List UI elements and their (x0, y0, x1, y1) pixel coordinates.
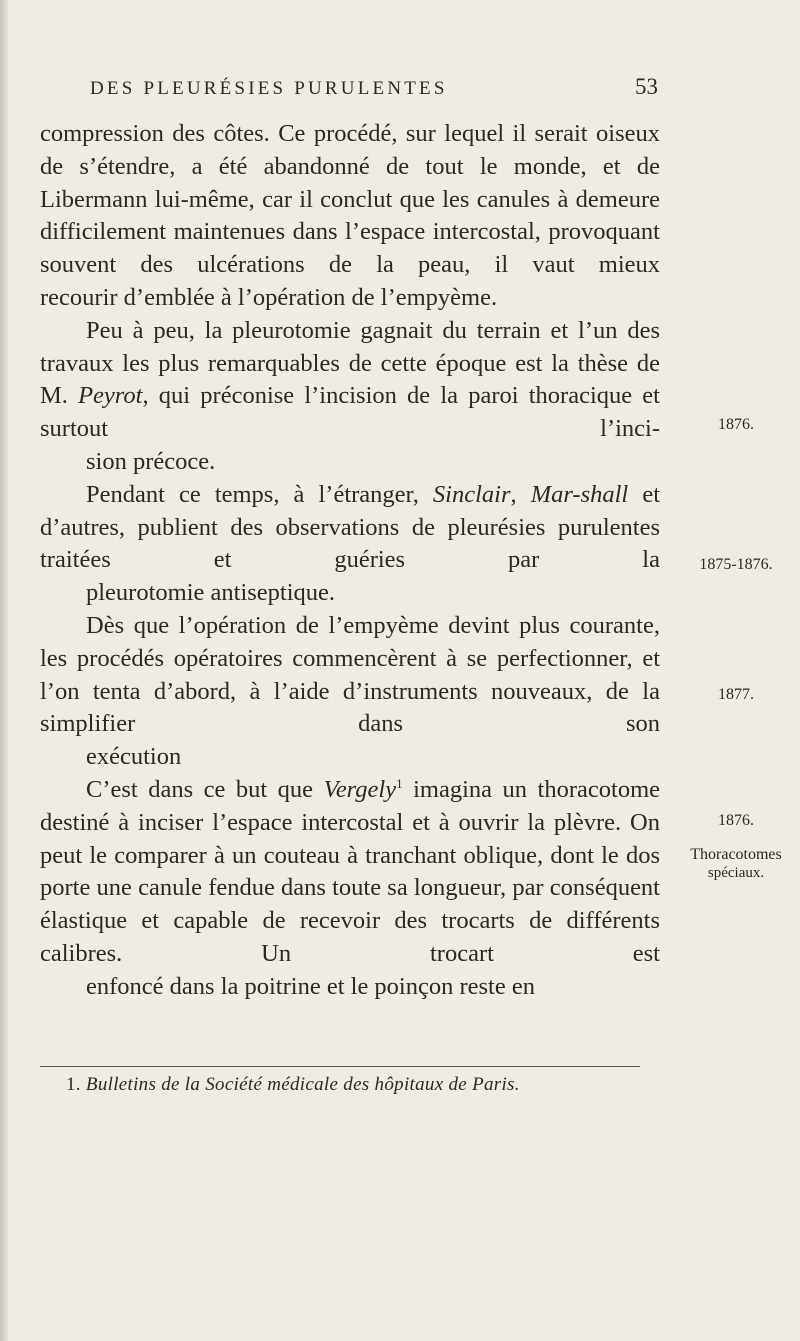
paragraph-2-text: Peu à peu, la pleurotomie gagnait du terrain et l’un des travaux les plus remarquables de cette époque est la thèse de M. Peyrot, qui préconise l’incision de la paroi thoracique et surtout l’inci- (40, 316, 660, 443)
paragraph-2-last-line: sion précoce. (86, 447, 216, 475)
margin-note-year: 1875-1876. (699, 556, 773, 573)
margin-note-topic-sub: spéciaux. (707, 865, 765, 881)
paragraph-3-text: Pendant ce temps, à l’étranger, Sinclair, Mar-shall et d’autres, publient des observations de pleurésies purulentes traitées et guéries par la (40, 480, 661, 574)
margin-note-topic (676, 846, 796, 882)
running-title: DES PLEURÉSIES PURULENTES (90, 78, 448, 99)
footnote-reference[interactable]: 1 (396, 775, 403, 791)
binding-edge (0, 0, 8, 1341)
paragraph-5-text-after: imagina un thoracotome destiné à inciser l’espace intercostal et à ouvrir la plèvre. On peut le comparer à un couteau à tranchant oblique, dont le dos porte une canule fendue dans toute sa longueur, par conséquent élastique et capable de recevoir des trocarts de différents calibres. Un trocart est (40, 775, 660, 967)
author-name: Mar- (530, 480, 581, 508)
margin-note-year: 1876. (718, 812, 754, 829)
author-name: shall (580, 480, 629, 508)
author-name: Peyrot (78, 382, 143, 410)
paragraph-2 (40, 315, 660, 479)
paragraph-4-text: Dès que l’opération de l’empyème devint plus courante, les procédés opératoires commencèrent à se perfectionner, et l’on tenta d’abord, à l’aide d’instruments nouveaux, de la simplifier dans son (40, 611, 660, 738)
margin-note-topic-label: Thoracotomes (690, 846, 782, 863)
author-name-vergely: Vergely (323, 775, 397, 803)
body-text (40, 118, 660, 1004)
footnote-mark: 1. (66, 1074, 81, 1095)
footnote-text: Bulletins de la Société médicale des hôpitaux de Paris. (85, 1074, 520, 1095)
margin-note-year: 1877. (718, 686, 754, 703)
paragraph-4 (40, 610, 660, 774)
paragraph-3 (40, 479, 660, 610)
footnote (66, 1074, 660, 1096)
paragraph-5-last-line: enfoncé dans la poitrine et le poinçon reste en (86, 972, 535, 1000)
paragraph-1 (40, 118, 660, 315)
paragraph-5 (40, 774, 660, 1004)
author-name: Sinclair (432, 480, 511, 508)
paragraph-1-last-line: recourir d’emblée à l’opération de l’empyème. (40, 283, 498, 311)
footnote-rule (40, 1066, 640, 1067)
paragraph-4-last-line: exécution (86, 743, 182, 771)
paragraph-3-last-line: pleurotomie antiseptique. (86, 579, 336, 607)
margin-note-year: 1876. (718, 416, 754, 433)
paragraph-5-text-before: C’est dans ce but que (86, 775, 314, 803)
running-head (90, 74, 658, 104)
paragraph-1-text: compression des côtes. Ce procédé, sur lequel il serait oiseux de s’étendre, a été abandonné de tout le monde, et de Libermann lui-même, car il conclut que les canules à demeure difficilement maintenues dans l’espace intercostal, provoquant souvent des ulcérations de la peau, il vaut mieux (40, 120, 660, 279)
page-number: 53 (635, 74, 658, 99)
